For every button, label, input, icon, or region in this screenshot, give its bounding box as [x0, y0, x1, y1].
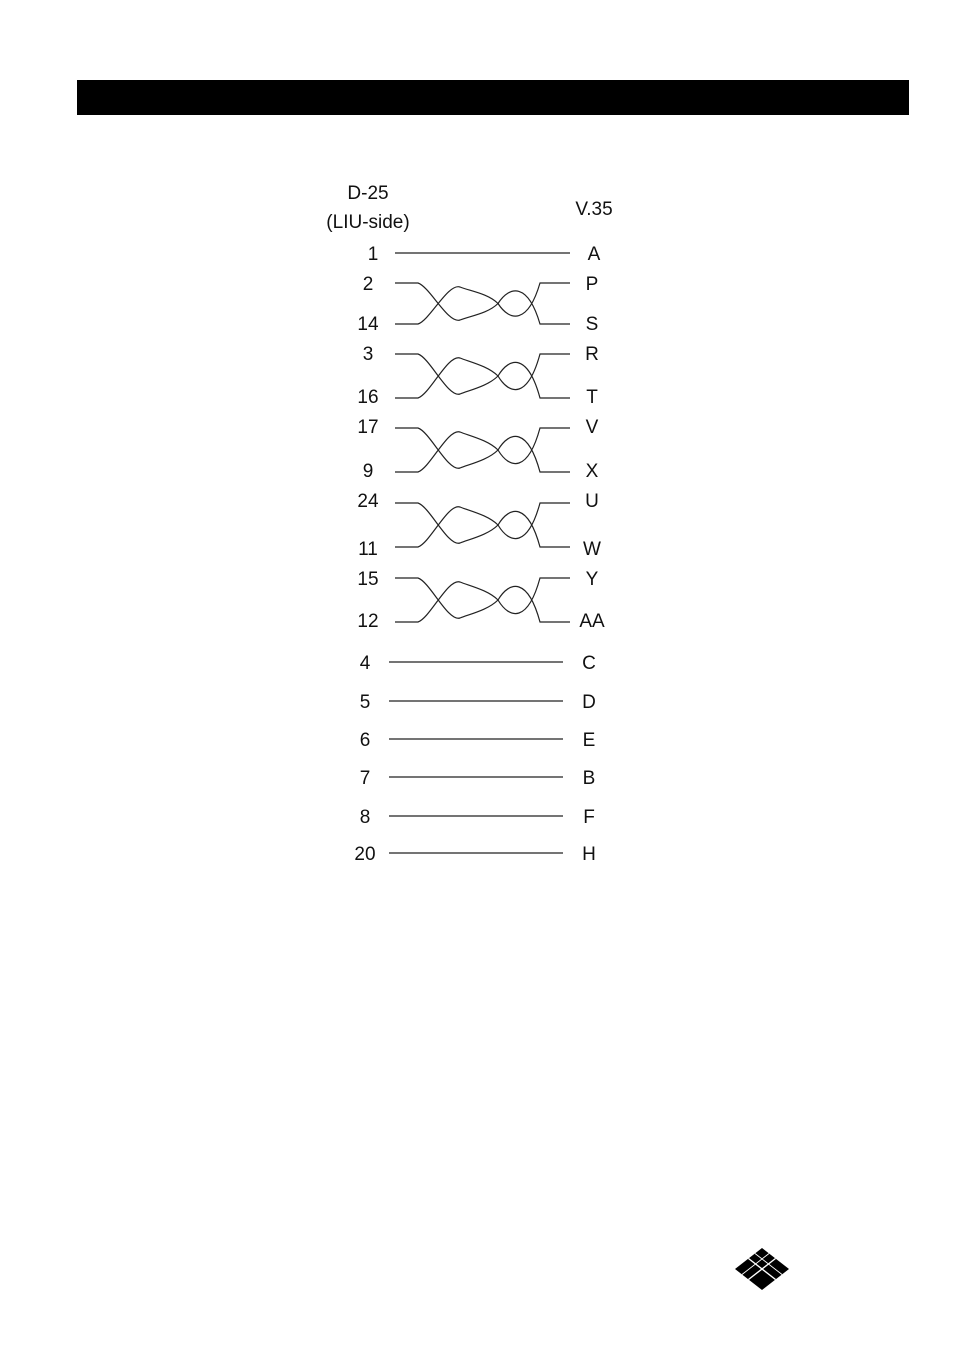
pin-label-left: 1 — [367, 244, 379, 265]
pin-label-right: T — [586, 387, 598, 408]
twisted-pair-wire — [395, 578, 570, 622]
pin-label-right: X — [585, 461, 599, 482]
twisted-pair-wire — [395, 428, 570, 472]
pin-label-left: 5 — [359, 692, 371, 713]
pin-label-right: C — [582, 653, 596, 674]
twisted-pair-wire — [395, 283, 570, 324]
pin-label-left: 4 — [359, 653, 371, 674]
pin-label-left: 3 — [362, 344, 374, 365]
wires-group — [354, 244, 605, 865]
left-header-line1: D-25 — [347, 183, 389, 204]
pin-label-right: U — [585, 491, 599, 512]
black-box-diamond-logo — [733, 1246, 791, 1292]
left-header-line2: (LIU-side) — [326, 212, 410, 233]
twisted-pair-wire — [395, 503, 570, 547]
pin-label-right: H — [582, 844, 596, 865]
pin-label-right: AA — [579, 611, 605, 632]
pin-label-right: D — [582, 692, 596, 713]
pin-label-left: 7 — [359, 768, 371, 789]
pin-label-right: B — [582, 768, 596, 789]
pin-label-left: 24 — [357, 491, 379, 512]
pin-label-left: 12 — [357, 611, 379, 632]
pin-label-left: 14 — [357, 314, 379, 335]
right-header: V.35 — [575, 199, 613, 220]
pin-label-right: E — [582, 730, 596, 751]
pin-label-left: 9 — [362, 461, 374, 482]
pin-label-right: W — [583, 539, 601, 560]
pin-label-left: 6 — [359, 730, 371, 751]
twisted-pair-wire — [395, 354, 570, 398]
pin-label-left: 11 — [358, 539, 378, 560]
pin-label-right: S — [585, 314, 599, 335]
pin-label-right: Y — [585, 569, 599, 590]
pin-label-right: R — [585, 344, 599, 365]
pin-label-right: P — [585, 274, 599, 295]
pin-label-left: 15 — [357, 569, 379, 590]
twisted-pair-wire — [395, 283, 570, 324]
pin-label-left: 17 — [357, 417, 379, 438]
pin-label-left: 16 — [357, 387, 379, 408]
twisted-pair-wire — [395, 578, 570, 622]
pin-label-left: 20 — [354, 844, 376, 865]
pin-label-right: V — [585, 417, 599, 438]
pin-label-right: F — [583, 807, 595, 828]
twisted-pair-wire — [395, 503, 570, 547]
pin-label-left: 2 — [362, 274, 374, 295]
pin-label-right: A — [587, 244, 601, 265]
pin-label-left: 8 — [359, 807, 371, 828]
twisted-pair-wire — [395, 428, 570, 472]
twisted-pair-wire — [395, 354, 570, 398]
